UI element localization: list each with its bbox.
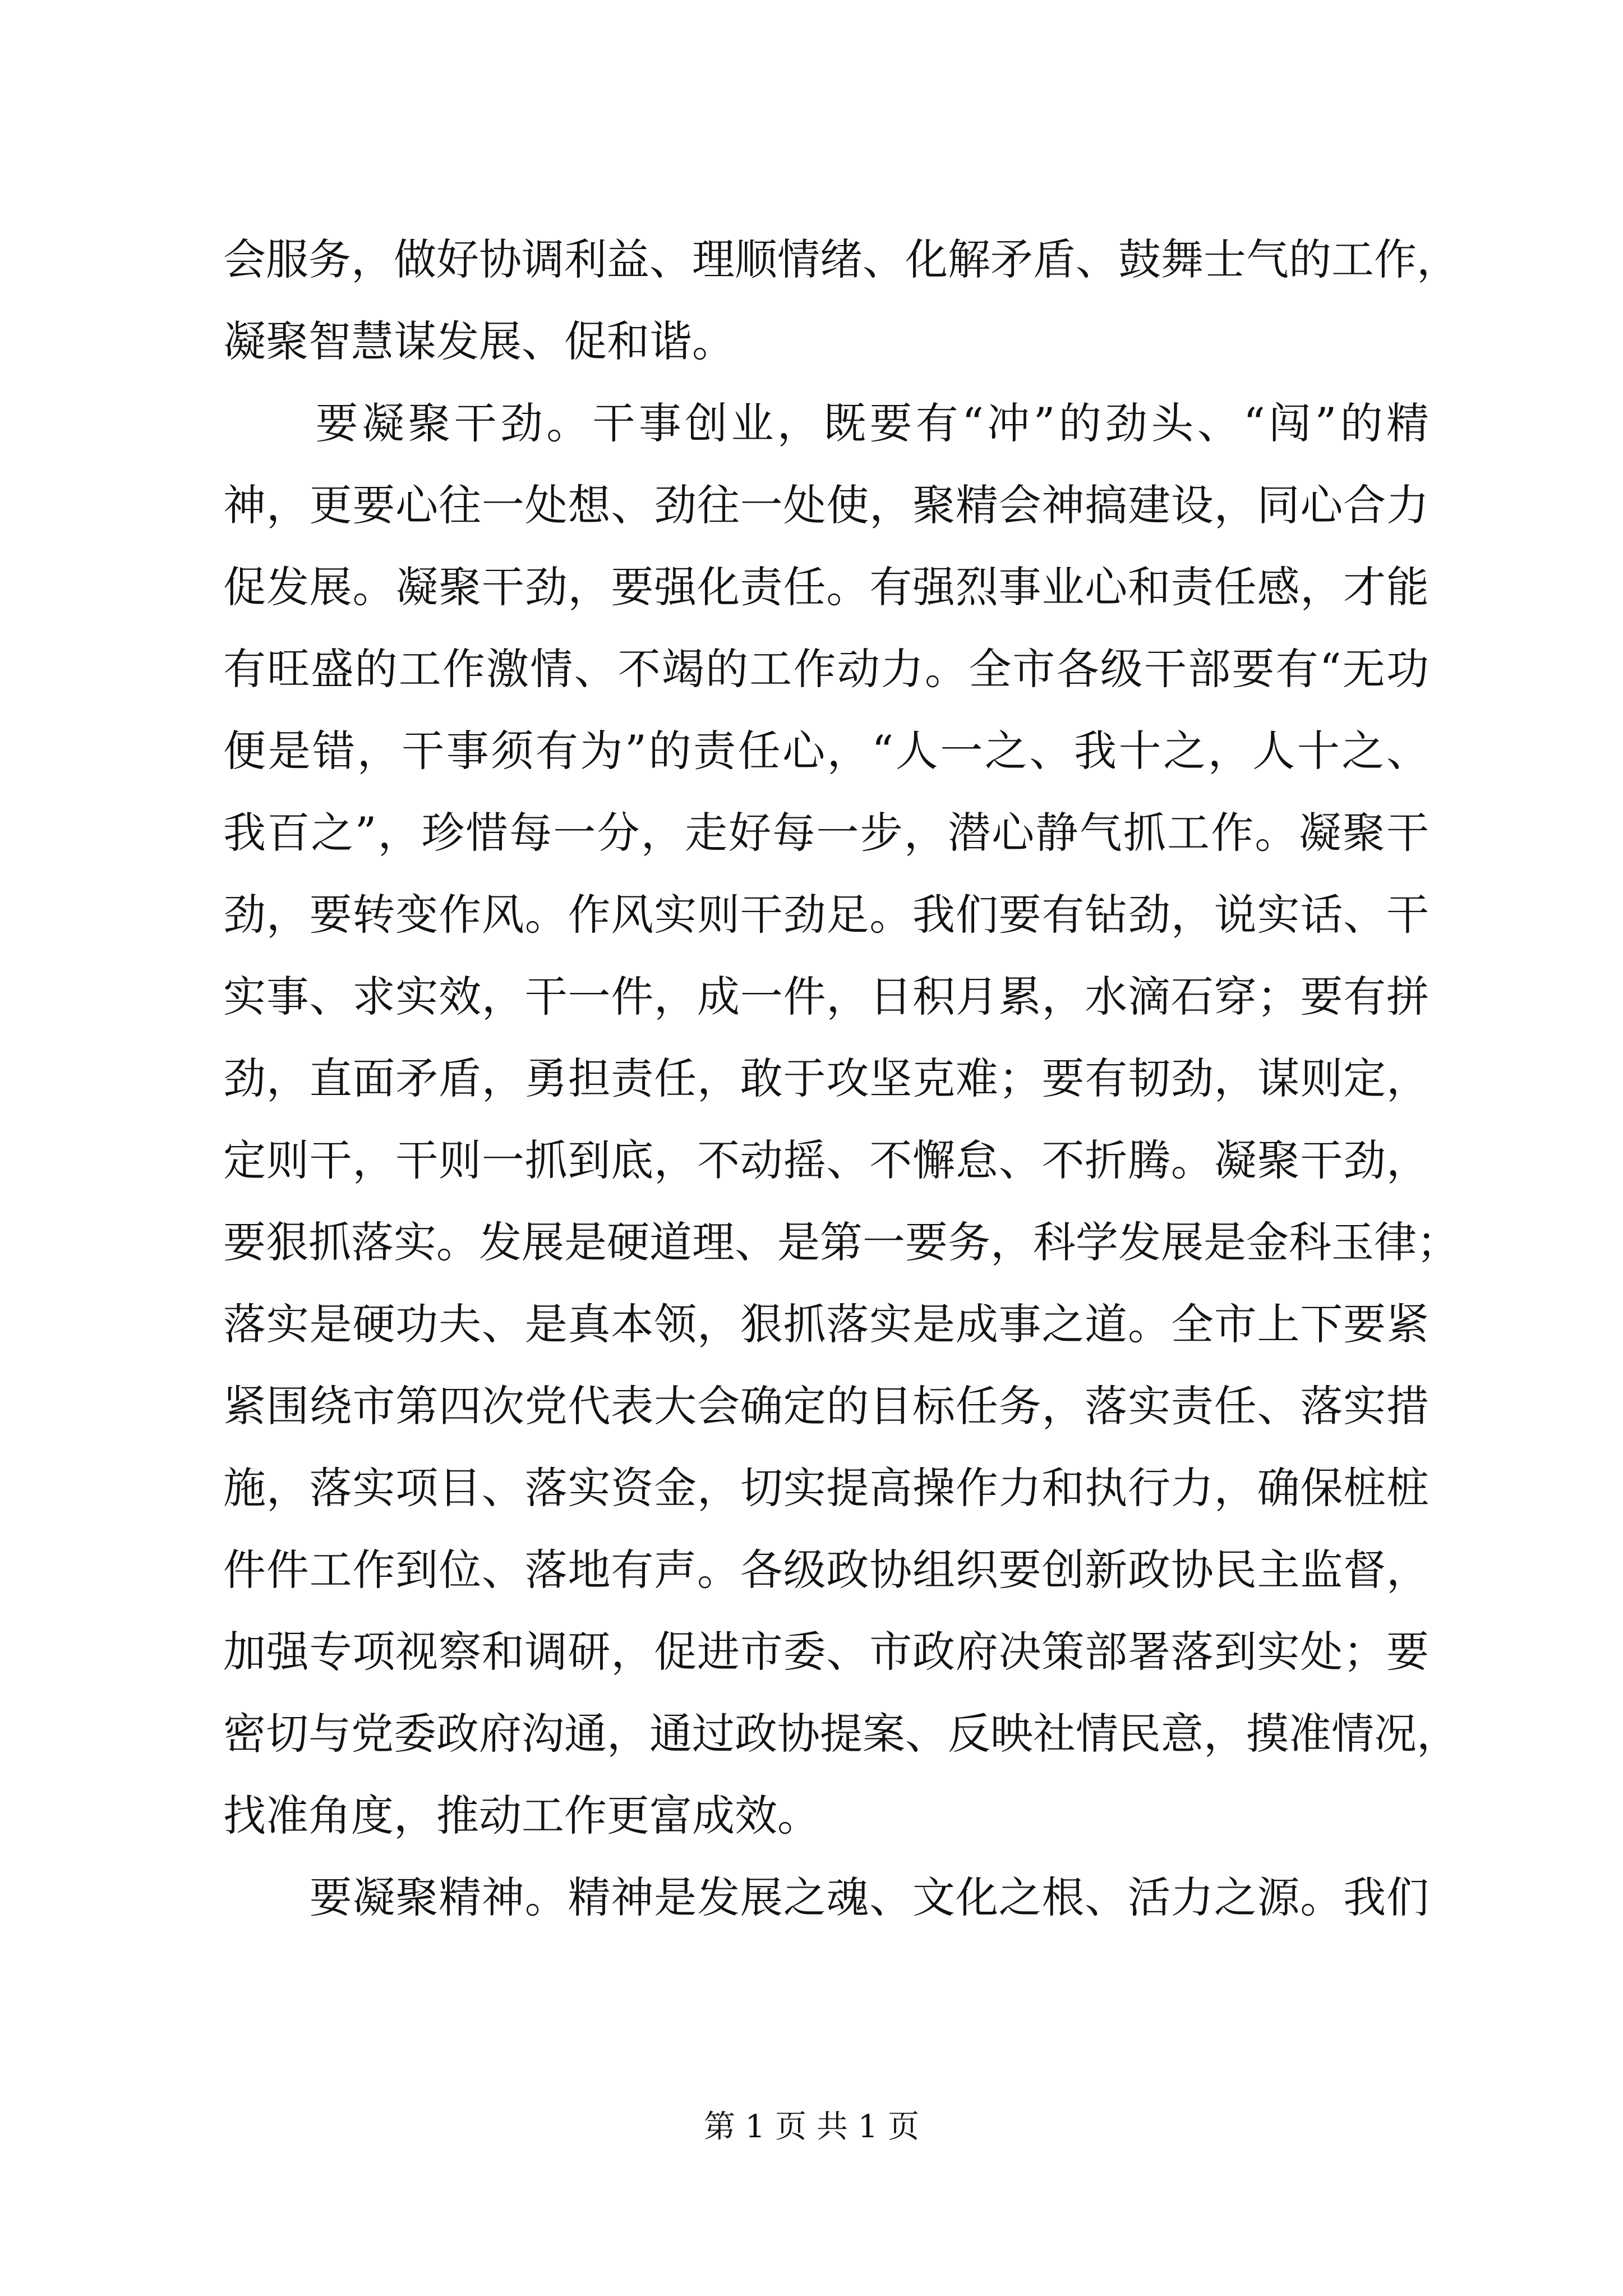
text-line: 有旺盛的工作激情、不竭的工作动力。全市各级干部要有“无功 bbox=[223, 644, 1429, 694]
text-line: 实事、求实效，干一件，成一件，日积月累，水滴石穿；要有拼 bbox=[223, 972, 1429, 1022]
text-line: 便是错，干事须有为”的责任心，“人一之、我十之，人十之、 bbox=[223, 726, 1429, 776]
text-line: 要狠抓落实。发展是硬道理、是第一要务，科学发展是金科玉律； bbox=[223, 1217, 1459, 1267]
text-line: 施，落实项目、落实资金，切实提高操作力和执行力，确保桩桩 bbox=[223, 1463, 1429, 1513]
text-line: 落实是硬功夫、是真本领，狠抓落实是成事之道。全市上下要紧 bbox=[223, 1299, 1429, 1349]
text-line: 劲，直面矛盾，勇担责任，敢于攻坚克难；要有韧劲，谋则定， bbox=[223, 1053, 1429, 1103]
text-line: 密切与党委政府沟通，通过政协提案、反映社情民意，摸准情况， bbox=[223, 1709, 1459, 1759]
text-line: 要凝聚干劲。干事创业，既要有“冲”的劲头、“闯”的精 bbox=[223, 398, 1429, 448]
text-line: 紧围绕市第四次党代表大会确定的目标任务，落实责任、落实措 bbox=[223, 1381, 1429, 1431]
text-line: 促发展。凝聚干劲，要强化责任。有强烈事业心和责任感，才能 bbox=[223, 562, 1429, 612]
text-line: 件件工作到位、落地有声。各级政协组织要创新政协民主监督， bbox=[223, 1545, 1429, 1595]
text-line: 会服务，做好协调利益、理顺情绪、化解矛盾、鼓舞士气的工作， bbox=[223, 234, 1459, 284]
body-text bbox=[223, 219, 1459, 1939]
text-line: 凝聚智慧谋发展、促和谐。 bbox=[223, 316, 735, 366]
text-line: 神，更要心往一处想、劲往一处使，聚精会神搞建设，同心合力 bbox=[223, 480, 1429, 530]
text-line: 劲，要转变作风。作风实则干劲足。我们要有钻劲，说实话、干 bbox=[223, 890, 1429, 940]
text-line: 要凝聚精神。精神是发展之魂、文化之根、活力之源。我们 bbox=[223, 1872, 1429, 1922]
page-footer: 第 1 页 共 1 页 bbox=[703, 2109, 920, 2145]
text-line: 我百之”，珍惜每一分，走好每一步，潜心静气抓工作。凝聚干 bbox=[223, 808, 1429, 858]
text-line: 加强专项视察和调研，促进市委、市政府决策部署落到实处；要 bbox=[223, 1627, 1429, 1677]
text-line: 找准角度，推动工作更富成效。 bbox=[223, 1791, 820, 1841]
text-line: 定则干，干则一抓到底，不动摇、不懈怠、不折腾。凝聚干劲， bbox=[223, 1135, 1429, 1185]
